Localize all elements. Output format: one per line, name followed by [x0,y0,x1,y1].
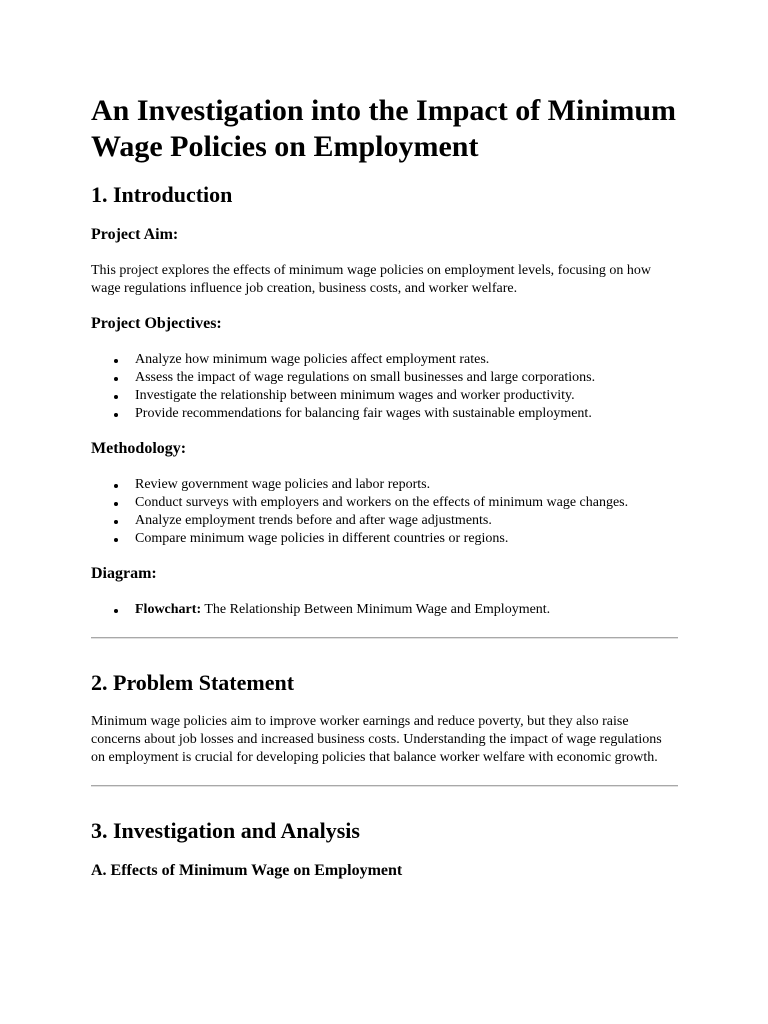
list-item: Conduct surveys with employers and workers on the effects of minimum wage changes. [135,494,678,512]
section-heading-problem-statement: 2. Problem Statement [91,670,295,695]
list-item: Provide recommendations for balancing fair wages with sustainable employment. [135,405,678,423]
section-heading-investigation: 3. Investigation and Analysis [91,818,360,843]
list-item: Analyze how minimum wage policies affect employment rates. [135,351,678,369]
list-item: Analyze employment trends before and after wage adjustments. [135,512,678,530]
project-aim-text: This project explores the effects of minimum wage policies on employment levels, focusing on how wage regulations influence job creation, business costs, and worker welfare. [91,263,651,296]
section-heading-introduction: 1. Introduction [91,182,233,207]
methodology-label: Methodology: [91,440,187,457]
section-divider [91,785,678,787]
list-item-flowchart [135,601,678,619]
flowchart-label: Flowchart [135,602,197,617]
methodology-list [91,476,678,548]
project-aim-label: Project Aim: [91,226,179,243]
document-title: An Investigation into the Impact of Minimum Wage Policies on Employment [91,94,677,163]
flowchart-colon: : [196,602,202,617]
objectives-list [91,351,678,423]
list-item: Compare minimum wage policies in different countries or regions. [135,530,678,548]
list-item: Investigate the relationship between minimum wages and worker productivity. [135,387,678,405]
section-divider [91,637,678,639]
diagram-list [91,601,678,619]
list-item: Assess the impact of wage regulations on small businesses and large corporations. [135,369,678,387]
flowchart-description: The Relationship Between Minimum Wage and Employment. [201,602,551,617]
project-objectives-label: Project Objectives: [91,315,222,332]
list-item: Review government wage policies and labor reports. [135,476,678,494]
diagram-label: Diagram: [91,565,157,582]
problem-statement-text: Minimum wage policies aim to improve worker earnings and reduce poverty, but they also raise concerns about job losses and increased business costs. Understanding the impact of wage regulations on employment is crucial for developing policies that balance worker welfare with economic growth. [91,714,662,765]
subsection-heading-effects: A. Effects of Minimum Wage on Employment [91,862,403,879]
